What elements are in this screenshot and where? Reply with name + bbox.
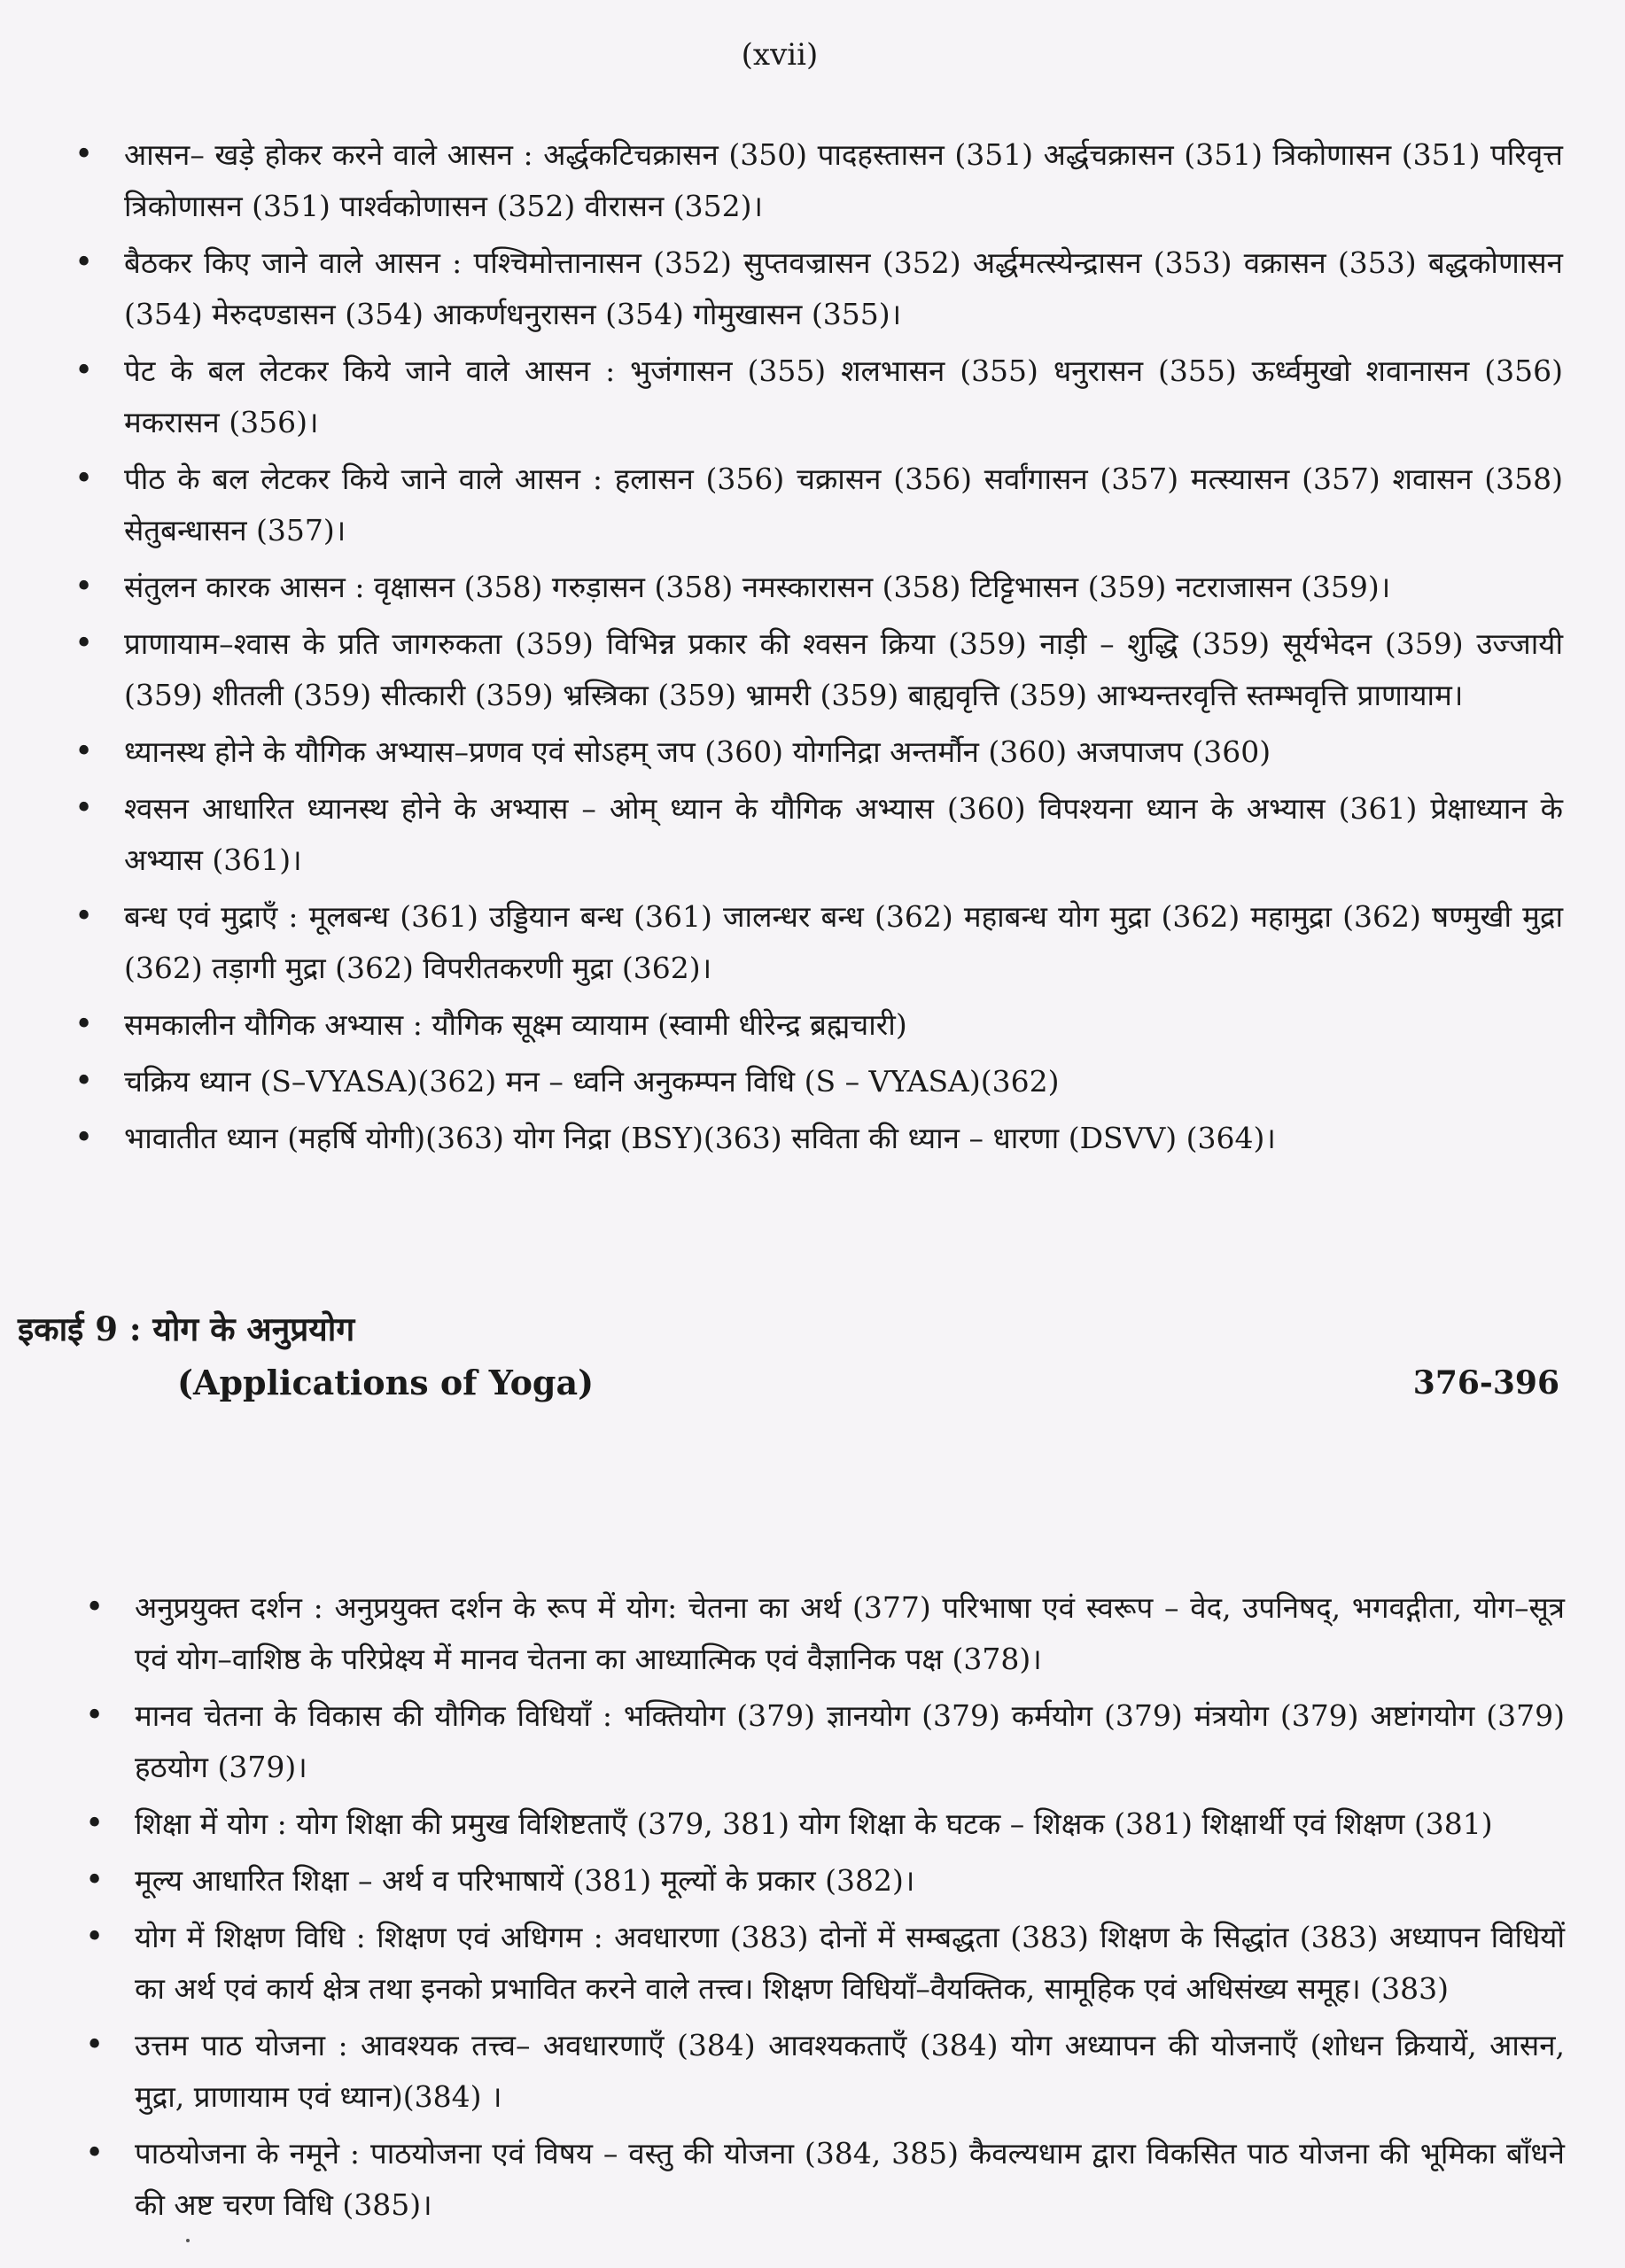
list-item [74, 999, 1563, 1051]
list-item [74, 1113, 1563, 1164]
unit-heading [18, 1302, 1568, 1410]
bullet-icon: • [74, 898, 94, 935]
list-item-text: श्वसन आधारित ध्यानस्थ होने के अभ्यास – ओम् ध्यान के यौगिक अभ्यास (360) विपश्यना ध्यान के अभ्यास (361) प्रेक्षाध्यान के अभ्यास (361)। [124, 791, 1563, 877]
list-item [74, 783, 1563, 886]
bullet-icon: • [74, 569, 94, 605]
list-item [74, 618, 1563, 721]
unit-subtitle-row [177, 1355, 1568, 1410]
list-item-text: संतुलन कारक आसन : वृक्षासन (358) गरुड़ासन (358) नमस्कारासन (358) टिट्टिभासन (359) नटराजासन (359)। [124, 570, 1391, 604]
bullet-icon: • [74, 790, 94, 827]
unit-title: इकाई 9 : योग के अनुप्रयोग [18, 1309, 355, 1348]
list-item [85, 1582, 1565, 1685]
bullet-icon: • [74, 245, 94, 281]
page-number: (xvii) [741, 37, 819, 73]
list-item-text: प्राणायाम–श्वास के प्रति जागरुकता (359) विभिन्न प्रकार की श्वसन क्रिया (359) नाड़ी – शुद्धि (359) सूर्यभेदन (359) उज्जायी (359) शीतली (359) सीत्कारी (359) भ्रस्त्रिका (359) भ्रामरी (359) बाह्यवृत्ति (359) आभ्यन्तरवृत्ति स्तम्भवृत्ति प्राणायाम। [124, 626, 1563, 712]
bullet-icon: • [74, 734, 94, 770]
bullet-icon: • [74, 353, 94, 389]
bullet-icon: • [85, 1919, 105, 1955]
bullet-icon: • [85, 1589, 105, 1626]
unit-page-range: 376-396 [1412, 1364, 1559, 1402]
list-item-text: चक्रिय ध्यान (S–VYASA)(362) मन – ध्वनि अनुकम्पन विधि (S – VYASA)(362) [124, 1064, 1060, 1099]
list-item [85, 1798, 1565, 1850]
list-item [74, 726, 1563, 778]
list-item-text: योग में शिक्षण विधि : शिक्षण एवं अधिगम : अवधारणा (383) दोनों में सम्बद्धता (383) शिक्षण के सिद्धांत (383) अध्यापन विधियों का अर्थ एवं कार्य क्षेत्र तथा इनको प्रभावित करने वाले तत्त्व। शिक्षण विधियाँ–वैयक्तिक, सामूहिक एवं अधिसंख्य समूह। (383) [135, 1920, 1565, 2006]
list-item [74, 346, 1563, 448]
bullet-icon: • [85, 1862, 105, 1899]
list-item-text: पीठ के बल लेटकर किये जाने वाले आसन : हलासन (356) चक्रासन (356) सर्वांगासन (357) मत्स्यासन (357) शवासन (358) सेतुबन्धासन (357)। [124, 462, 1563, 548]
list-item [74, 129, 1563, 232]
bullet-icon: • [85, 1697, 105, 1734]
list-item [74, 237, 1563, 340]
list-item-text: शिक्षा में योग : योग शिक्षा की प्रमुख विशिष्टताएँ (379, 381) योग शिक्षा के घटक – शिक्षक (381) शिक्षार्थी एवं शिक्षण (381) [135, 1806, 1493, 1841]
list-item [85, 2020, 1565, 2123]
bullet-icon: • [85, 1806, 105, 1842]
list-item-text: ध्यानस्थ होने के यौगिक अभ्यास–प्रणव एवं सोऽहम् जप (360) योगनिद्रा अन्तर्मौन (360) अजपाजप (360) [124, 734, 1271, 769]
list-item [85, 1912, 1565, 2015]
list-item-text: आसन– खड़े होकर करने वाले आसन : अर्द्धकटिचक्रासन (350) पादहस्तासन (351) अर्द्धचक्रासन (351) त्रिकोणासन (351) परिवृत्त त्रिकोणासन (351) पार्श्वकोणासन (352) वीरासन (352)। [124, 137, 1563, 223]
list-item-text: पाठयोजना के नमूने : पाठयोजना एवं विषय – वस्तु की योजना (384, 385) कैवल्यधाम द्वारा विकसित पाठ योजना की भूमिका बाँधने की अष्ट चरण विधि (385)। [135, 2136, 1565, 2222]
stray-mark [186, 2239, 190, 2242]
list-item-text: समकालीन यौगिक अभ्यास : यौगिक सूक्ष्म व्यायाम (स्वामी धीरेन्द्र ब्रह्मचारी) [124, 1007, 907, 1042]
list-item [85, 1855, 1565, 1907]
list-item-text: अनुप्रयुक्त दर्शन : अनुप्रयुक्त दर्शन के रूप में योग: चेतना का अर्थ (377) परिभाषा एवं स्वरूप – वेद, उपनिषद्, भगवद्गीता, योग–सूत्र एवं योग–वाशिष्ठ के परिप्रेक्ष्य में मानव चेतना का आध्यात्मिक एवं वैज्ञानिक पक्ष (378)। [135, 1590, 1565, 1676]
bullet-icon: • [74, 461, 94, 497]
content-list-section-b [85, 1582, 1565, 2236]
list-item [74, 562, 1563, 613]
bullet-icon: • [85, 2027, 105, 2063]
list-item-text: भावातीत ध्यान (महर्षि योगी)(363) योग निद्रा (BSY)(363) सविता की ध्यान – धारणा (DSVV) (364)। [124, 1121, 1276, 1155]
unit-subtitle: (Applications of Yoga) [177, 1363, 595, 1402]
list-item-text: बैठकर किए जाने वाले आसन : पश्चिमोत्तानासन (352) सुप्तवज्रासन (352) अर्द्धमत्स्येन्द्रासन (353) वक्रासन (353) बद्धकोणासन (354) मेरुदण्डासन (354) आकर्णधनुरासन (354) गोमुखासन (355)। [124, 245, 1563, 331]
list-item-text: उत्तम पाठ योजना : आवश्यक तत्त्व– अवधारणाएँ (384) आवश्यकताएँ (384) योग अध्यापन की योजनाएँ (शोधन क्रियायें, आसन, मुद्रा, प्राणायाम एवं ध्यान)(384) । [135, 2028, 1565, 2114]
bullet-icon: • [74, 1006, 94, 1043]
bullet-icon: • [74, 136, 94, 173]
list-item [85, 1690, 1565, 1793]
list-item-text: पेट के बल लेटकर किये जाने वाले आसन : भुजंगासन (355) शलभासन (355) धनुरासन (355) ऊर्ध्वमुखो शवानासन (356) मकरासन (356)। [124, 353, 1563, 439]
list-item-text: मूल्य आधारित शिक्षा – अर्थ व परिभाषायें (381) मूल्यों के प्रकार (382)। [135, 1863, 915, 1898]
list-item [74, 454, 1563, 556]
list-item [74, 891, 1563, 994]
bullet-icon: • [74, 1063, 94, 1099]
bullet-icon: • [74, 625, 94, 662]
list-item [85, 2128, 1565, 2231]
content-list-section-a [74, 129, 1563, 1169]
list-item-text: मानव चेतना के विकास की यौगिक विधियाँ : भक्तियोग (379) ज्ञानयोग (379) कर्मयोग (379) मंत्रयोग (379) अष्टांगयोग (379) हठयोग (379)। [135, 1698, 1565, 1784]
list-item-text: बन्ध एवं मुद्राएँ : मूलबन्ध (361) उड्डियान बन्ध (361) जालन्धर बन्ध (362) महाबन्ध योग मुद्रा (362) महामुद्रा (362) षण्मुखी मुद्रा (362) तड़ागी मुद्रा (362) विपरीतकरणी मुद्रा (362)। [124, 899, 1563, 985]
bullet-icon: • [74, 1120, 94, 1156]
bullet-icon: • [85, 2135, 105, 2171]
list-item [74, 1056, 1563, 1107]
